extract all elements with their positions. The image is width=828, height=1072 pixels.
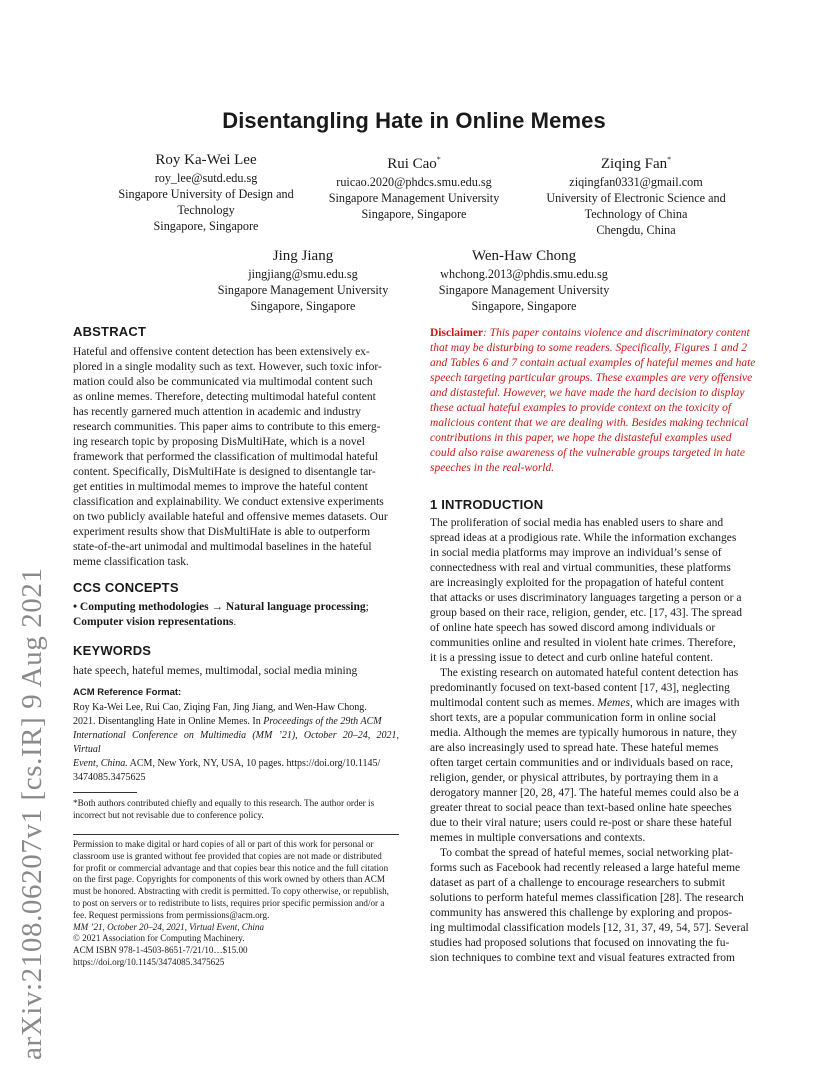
abstract-line: mation could also be communicated via multimodal content such [73, 376, 373, 388]
abstract-line: research communities. This paper aims to contribute to this emerg- [73, 421, 381, 433]
author-affiliation: Technology of China [584, 207, 688, 221]
ccs-primary: • Computing methodologies → Natural language processing [73, 601, 366, 613]
author-location: Chengdu, China [596, 223, 676, 237]
abstract-line: get entities in multimodal memes to improve the hateful content [73, 481, 368, 493]
abstract-line: classification and explainability. We conduct extensive experiments [73, 496, 384, 508]
author-location: Singapore, Singapore [250, 299, 356, 313]
author-name: Ziqing Fan* [600, 155, 672, 172]
author-block [183, 246, 423, 314]
abstract-line: as online memes. Therefore, detecting multimodal hateful content [73, 391, 376, 403]
author-affiliation: University of Electronic Science and [546, 191, 726, 205]
author-email: roy_lee@sutd.edu.sg [154, 171, 258, 185]
permission-rule [73, 834, 399, 835]
equal-contribution-mark: * [436, 155, 441, 164]
author-email: ziqingfan0331@gmail.com [569, 175, 703, 189]
author-block [294, 150, 534, 222]
author-location: Singapore, Singapore [361, 207, 467, 221]
author-block [516, 150, 756, 238]
abstract-line: experiment results show that DisMultiHate is able to outperform [73, 526, 371, 538]
author-affiliation: Singapore Management University [217, 283, 389, 297]
author-affiliation: Singapore Management University [328, 191, 500, 205]
permission-block: Permission to make digital or hard copies of all or part of this work for personal or classroom use is granted without fee provided that copies are not made or distributed for profit or commercial advantage and that copies bear this notice and the full citation on the first page. Copyrights for components of this work owned by others than ACM must be honored. Abstracting with credit is permitted. To copy otherwise, or republish, to post on servers or to redistribute to lists, requires prior specific permission and/or a fee. Request permissions from permissions@acm.org. MM ’21, October 20–24, 2021, Virtual Event, China © 2021 Association for Computing Machinery. ACM ISBN 978-1-4503-8651-7/21/10…$15.00 https://doi.org/10.1145/3474085.3475625 [73, 839, 399, 969]
isbn-line: ACM ISBN 978-1-4503-8651-7/21/10…$15.00 [73, 945, 248, 956]
ccs-secondary: Computer vision representations [73, 616, 234, 628]
author-name: Roy Ka-Wei Lee [155, 152, 257, 168]
author-email: whchong.2013@phdis.smu.edu.sg [440, 267, 608, 281]
copyright-line: © 2021 Association for Computing Machinery. [73, 933, 245, 944]
keywords-heading: KEYWORDS [73, 643, 152, 658]
introduction-body: The proliferation of social media has enabled users to share and spread ideas at a prodigious rate. While the information exchanges in social media platforms may improve an individual’s sense of connectedness with real and virtual communities, these platforms are increasingly exploited for the propagation of hateful content that attacks or uses discriminatory languages targeting a person or a group based on their race, religion, gender, etc. [17, 43]. The spread of online hate speech has sowed discord among individuals or communities online and resulted in violent hate crimes. Therefore, it is a pressing issue to detect and curb online hateful content. The existing research on automated hateful content detection has predominantly focused on text-based content [17, 43], neglecting multimodal content such as memes. Memes, which are images with short texts, are a popular communication form in online social media. Although the memes are typically humorous in nature, they are also increasingly used to spread hate. These hateful memes often target certain communities and or individuals based on race, religion, gender, or physical attributes, by portraying them in a derogatory manner [20, 28, 47]. The hateful memes could also be a greater threat to social peace than text-based online hate speeches due to their viral nature; users could re-post or share these hateful memes in multiple conversations and contexts. To combat the spread of hateful memes, social networking plat- forms such as Facebook had recently released a large hateful meme dataset as part of a challenge to encourage researchers to submit solutions to perform hateful memes classification [28]. The research community has answered this challenge by exploring and propos- ing multimodal classification models [12, 31, 37, 49, 54, 57]. Several studies had proposed solutions that focused on innovating the fu- sion techniques to combine text and visual features extracted from [430, 517, 749, 964]
author-affiliation: Singapore University of Design and [118, 187, 294, 201]
doi-line: https://doi.org/10.1145/3474085.3475625 [73, 956, 225, 967]
acm-reference-heading: ACM Reference Format: [73, 687, 182, 698]
author-block [404, 246, 644, 314]
abstract-heading: ABSTRACT [73, 324, 147, 339]
abstract-line: meme classification task. [73, 556, 189, 568]
author-affiliation: Technology [177, 203, 235, 217]
abstract-line: content. Specifically, DisMultiHate is designed to disentangle tar- [73, 466, 376, 478]
author-location: Singapore, Singapore [471, 299, 577, 313]
abstract-line: plored in a single modality such as text. However, such toxic infor- [73, 361, 382, 373]
introduction-heading: 1 INTRODUCTION [430, 497, 544, 512]
keywords-text: hate speech, hateful memes, multimodal, social media mining [73, 665, 358, 677]
acm-reference-body: Roy Ka-Wei Lee, Rui Cao, Ziqing Fan, Jing Jiang, and Wen-Haw Chong. 2021. Disentangling Hate in Online Memes. In Proceedings of the 29th ACM International Conference on Multimedia (MM ’21), October 20–24, 2021, Virtual Event, China. ACM, New York, NY, USA, 10 pages. https://doi.org/10.1145/ 3474085.3475625 [73, 702, 399, 783]
footnote: *Both authors contributed chiefly and equally to this research. The author order is incorrect but not revisable due to conference policy. [73, 798, 375, 820]
author-name: Rui Cao* [387, 155, 441, 172]
abstract-line: state-of-the-art unimodal and multimodal baselines in the hateful [73, 541, 372, 553]
author-block [86, 150, 326, 234]
author-name: Jing Jiang [272, 248, 334, 264]
author-location: Singapore, Singapore [153, 219, 259, 233]
disclaimer: Disclaimer: This paper contains violence and discriminatory content that may be disturbing to some readers. Specifically, Figures 1 and 2 and Tables 6 and 7 contain actual examples of hateful memes and hate speech targeting particular groups. These examples are very offensive and distasteful. However, we have made the hard decision to display these actual hateful examples to provide context on the toxicity of malicious content that we are dealing with. Besides making technical contributions in this paper, we hope the distasteful examples used could also raise awareness of the vulnerable groups targeted in hate speeches in the real-world. [430, 327, 756, 474]
abstract-body [73, 345, 399, 570]
conference-line: MM ’21, October 20–24, 2021, Virtual Event, China [73, 921, 265, 932]
author-email: ruicao.2020@phdcs.smu.edu.sg [336, 175, 492, 189]
ccs-heading: CCS CONCEPTS [73, 580, 179, 595]
abstract-line: on two publicly available hateful and offensive memes datasets. Our [73, 511, 388, 523]
footnote-rule [73, 792, 137, 793]
abstract-line: Hateful and offensive content detection has been extensively ex- [73, 346, 370, 358]
ccs-concepts: • Computing methodologies → Natural language processing; Computer vision representations. [73, 601, 369, 628]
author-email: jingjiang@smu.edu.sg [248, 267, 358, 281]
equal-contribution-mark: * [667, 155, 672, 164]
abstract-line: framework that performed the classification of multimodal hateful [73, 451, 378, 463]
emphasis-memes: Memes [597, 697, 630, 709]
author-name: Wen-Haw Chong [471, 248, 577, 264]
abstract-line: ing research topic by proposing DisMultiHate, which is a novel [73, 436, 365, 448]
disclaimer-label: Disclaimer [430, 327, 484, 339]
author-affiliation: Singapore Management University [438, 283, 610, 297]
paper-title: Disentangling Hate in Online Memes [222, 108, 606, 133]
abstract-line: has recently garnered much attention in academic and industry [73, 406, 362, 418]
